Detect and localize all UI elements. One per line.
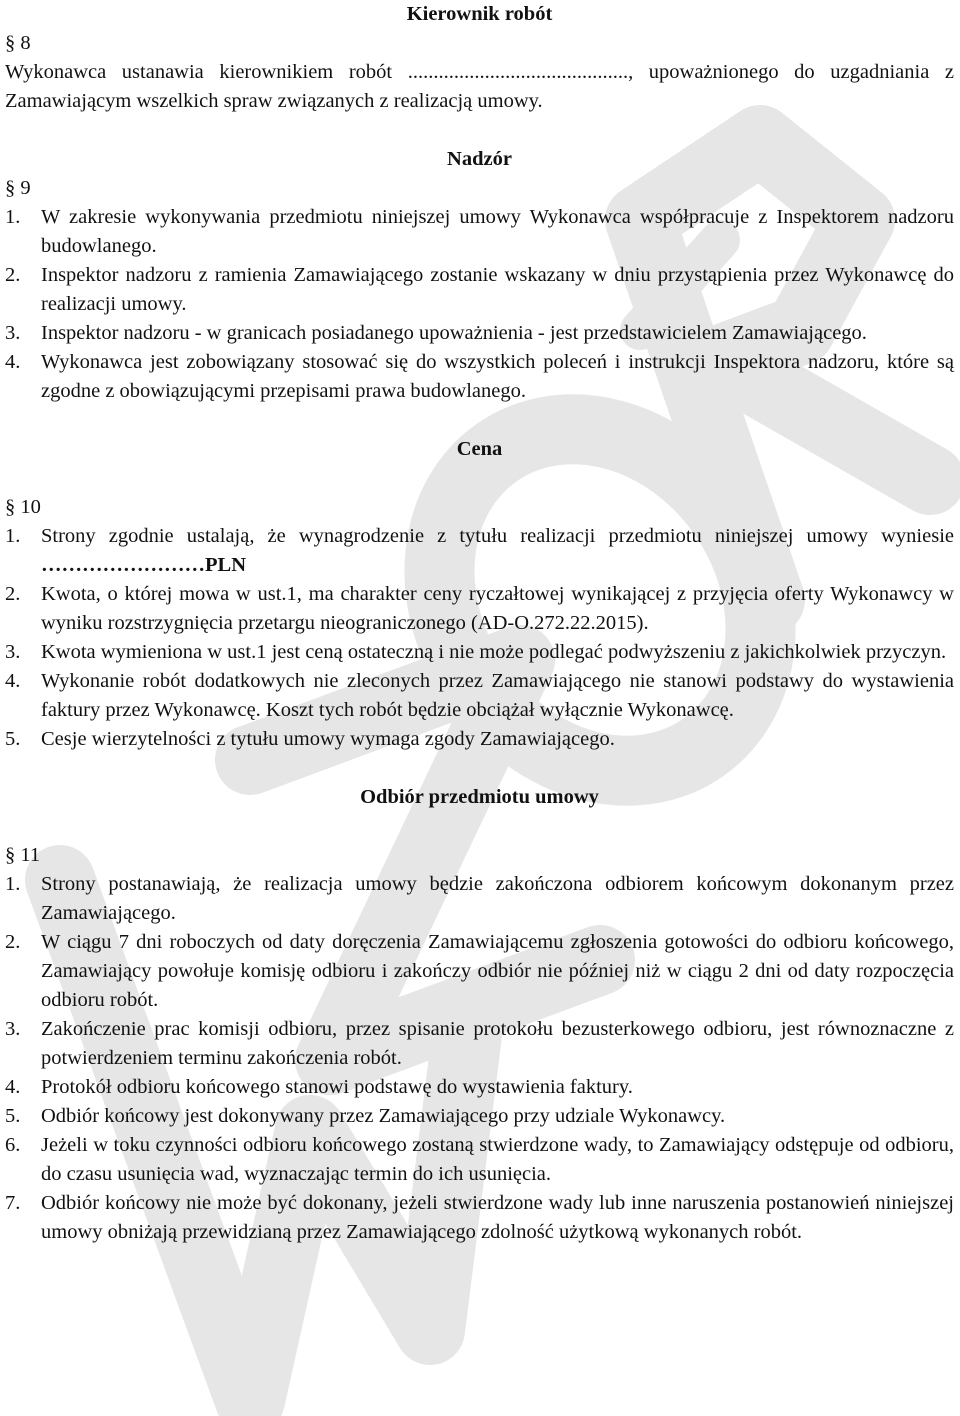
clause-number: 4. — [5, 670, 21, 692]
clause-text: Zakończenie prac komisji odbioru, przez spisanie protokołu bezusterkowego odbioru, jest równoznaczne z potwierdzeniem terminu zakończenia robót. — [41, 1018, 954, 1069]
clause-text: Wykonanie robót dodatkowych nie zleconych przez Zamawiającego nie stanowi podstawy do wystawienia faktury przez Wykonawcę. Koszt tych robót będzie obciążał wyłącznie Wykonawcę. — [41, 670, 954, 721]
section-title-cena: Cena — [456, 438, 503, 460]
section-sign-8: § 8 — [5, 32, 31, 54]
section-title-kierownik: Kierownik robót — [406, 3, 553, 25]
clause-number: 2. — [5, 931, 21, 953]
clause-item — [5, 870, 954, 928]
clause-number: 4. — [5, 1076, 21, 1098]
clause-text: W zakresie wykonywania przedmiotu niniejszej umowy Wykonawca współpracuje z Inspektorem nadzoru budowlanego. — [41, 206, 954, 257]
section-sign-10: § 10 — [5, 496, 41, 518]
clause-item — [5, 638, 954, 667]
clause-text: Inspektor nadzoru - w granicach posiadanego upoważnienia - jest przedstawicielem Zamawiającego. — [41, 322, 867, 344]
section-title-nadzor: Nadzór — [447, 148, 512, 170]
clause-number: 1. — [5, 873, 21, 895]
section-title-odbior: Odbiór przedmiotu umowy — [360, 786, 599, 808]
clause-text: Kwota wymieniona w ust.1 jest ceną ostateczną i nie może podlegać podwyższeniu z jakichkolwiek przyczyn. — [41, 641, 947, 663]
section-10-clauses — [5, 522, 954, 754]
clause-number: 3. — [5, 1018, 21, 1040]
clause-number: 6. — [5, 1134, 21, 1156]
clause-number: 1. — [5, 206, 21, 228]
clause-item — [5, 261, 954, 319]
clause-text: Odbiór końcowy nie może być dokonany, jeżeli stwierdzone wady lub inne naruszenia postanowień niniejszej umowy obniżają przewidzianą przez Zamawiającego zdolność użytkową wykonanych robót. — [41, 1192, 954, 1243]
clause-number: 7. — [5, 1192, 21, 1214]
section-sign-9: § 9 — [5, 177, 31, 199]
clause-item — [5, 319, 954, 348]
clause-number: 5. — [5, 1105, 21, 1127]
clause-text: Wykonawca jest zobowiązany stosować się do wszystkich poleceń i instrukcji Inspektora nadzoru, które są zgodne z obowiązującymi przepisami prawa budowlanego. — [41, 351, 954, 402]
clause-text: Strony postanawiają, że realizacja umowy będzie zakończona odbiorem końcowym dokonanym przez Zamawiającego. — [41, 873, 954, 924]
clause-item — [5, 1073, 954, 1102]
clause-item — [5, 725, 954, 754]
clause-item — [5, 1189, 954, 1247]
clause-item — [5, 580, 954, 638]
amount-placeholder: ……………………PLN — [41, 554, 246, 576]
clause-number: 2. — [5, 264, 21, 286]
clause-item — [5, 348, 954, 406]
clause-item — [5, 928, 954, 1015]
clause-number: 4. — [5, 351, 21, 373]
clause-item — [5, 1131, 954, 1189]
clause-number: 1. — [5, 525, 21, 547]
clause-text: Jeżeli w toku czynności odbioru końcowego zostaną stwierdzone wady, to Zamawiający odstępuje od odbioru, do czasu usunięcia wad, wyznaczając termin do ich usunięcia. — [41, 1134, 954, 1185]
clause-text: Inspektor nadzoru z ramienia Zamawiającego zostanie wskazany w dniu przystąpienia przez Wykonawcę do realizacji umowy. — [41, 264, 954, 315]
clause-text: Kwota, o której mowa w ust.1, ma charakter ceny ryczałtowej wynikającej z przyjęcia oferty Wykonawcy w wyniku rozstrzygnięcia przetargu nieograniczonego (AD-O.272.22.2015). — [41, 583, 954, 634]
section-8-text: Wykonawca ustanawia kierownikiem robót ..........................................., upoważnionego do uzgadniania z Zamawiającym wszelkich spraw związanych z realizacją umowy. — [5, 61, 954, 112]
clause-text: Odbiór końcowy jest dokonywany przez Zamawiającego przy udziale Wykonawcy. — [41, 1105, 726, 1127]
clause-number: 3. — [5, 322, 21, 344]
section-sign-11: § 11 — [5, 844, 41, 866]
clause-number: 3. — [5, 641, 21, 663]
clause-text: Protokół odbioru końcowego stanowi podstawę do wystawienia faktury. — [41, 1076, 633, 1098]
clause-text: Cesje wierzytelności z tytułu umowy wymaga zgody Zamawiającego. — [41, 728, 615, 750]
clause-number: 2. — [5, 583, 21, 605]
section-11-clauses — [5, 870, 954, 1247]
clause-item — [5, 522, 954, 580]
clause-item — [5, 203, 954, 261]
clause-item — [5, 1102, 954, 1131]
section-9-clauses — [5, 203, 954, 406]
clause-item — [5, 1015, 954, 1073]
clause-text: W ciągu 7 dni roboczych od daty doręczenia Zamawiającemu zgłoszenia gotowości do odbioru końcowego, Zamawiający powołuje komisję odbioru i zakończy odbiór nie później niż w ciągu 2 dni od daty rozpoczęcia odbioru robót. — [41, 931, 954, 1011]
clause-number: 5. — [5, 728, 21, 750]
clause-text: Strony zgodnie ustalają, że wynagrodzenie z tytułu realizacji przedmiotu niniejszej umowy wyniesie — [41, 525, 954, 547]
clause-item — [5, 667, 954, 725]
